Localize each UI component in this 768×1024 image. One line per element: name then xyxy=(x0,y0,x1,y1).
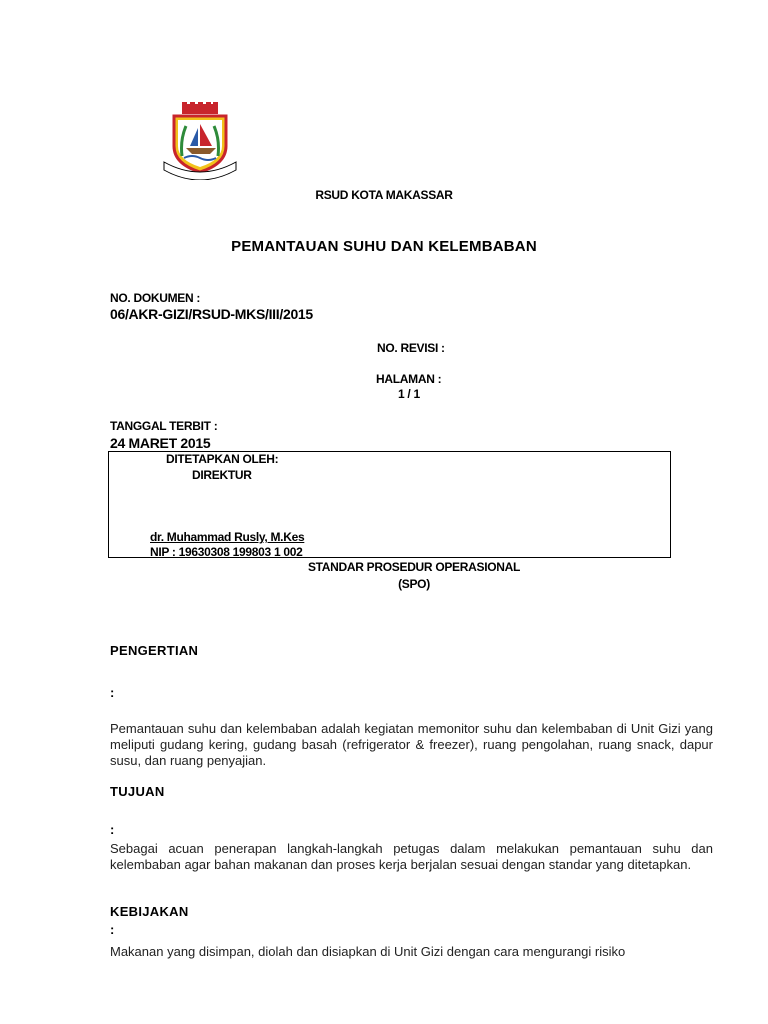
pengertian-colon: : xyxy=(110,685,115,700)
pengertian-text: Pemantauan suhu dan kelembaban adalah kegiatan memonitor suhu dan kelembaban di Unit Gizi yang meliputi gudang kering, gudang basah (refrigerator & freezer), ruang pengolahan, ruang snack, dapur susu, dan ruang penyajian. xyxy=(110,721,713,768)
document-title: PEMANTAUAN SUHU DAN KELEMBABAN xyxy=(231,238,537,255)
ditetapkan-label: DITETAPKAN OLEH: xyxy=(166,452,279,466)
spo-abbrev: (SPO) xyxy=(398,577,430,591)
signatory-nip: NIP : 19630308 199803 1 002 xyxy=(150,545,303,559)
hospital-name: RSUD KOTA MAKASSAR xyxy=(315,188,453,202)
hospital-logo-seal xyxy=(160,100,240,180)
kebijakan-text: Makanan yang disimpan, diolah dan disiapkan di Unit Gizi dengan cara mengurangi risiko xyxy=(110,944,626,959)
no-dokumen-value: 06/AKR-GIZI/RSUD-MKS/III/2015 xyxy=(110,306,313,322)
tujuan-heading: TUJUAN xyxy=(110,784,165,799)
spo-title: STANDAR PROSEDUR OPERASIONAL xyxy=(307,560,521,574)
pengertian-heading: PENGERTIAN xyxy=(110,643,199,658)
kebijakan-colon: : xyxy=(110,922,115,937)
tanggal-terbit-value: 24 MARET 2015 xyxy=(110,435,211,451)
tujuan-colon: : xyxy=(110,822,115,837)
no-dokumen-label: NO. DOKUMEN : xyxy=(110,291,201,305)
halaman-value: 1 / 1 xyxy=(398,387,420,401)
jabatan-direktur: DIREKTUR xyxy=(192,468,252,482)
no-revisi-label: NO. REVISI : xyxy=(377,341,445,355)
kebijakan-heading: KEBIJAKAN xyxy=(110,904,189,919)
tanggal-terbit-label: TANGGAL TERBIT : xyxy=(110,419,218,433)
halaman-label: HALAMAN : xyxy=(376,372,442,386)
signatory-name: dr. Muhammad Rusly, M.Kes xyxy=(150,530,305,544)
tujuan-text: Sebagai acuan penerapan langkah-langkah petugas dalam melakukan pemantauan suhu dan kelembaban agar bahan makanan dan proses kerja berjalan sesuai dengan standar yang ditetapkan. xyxy=(110,841,713,872)
